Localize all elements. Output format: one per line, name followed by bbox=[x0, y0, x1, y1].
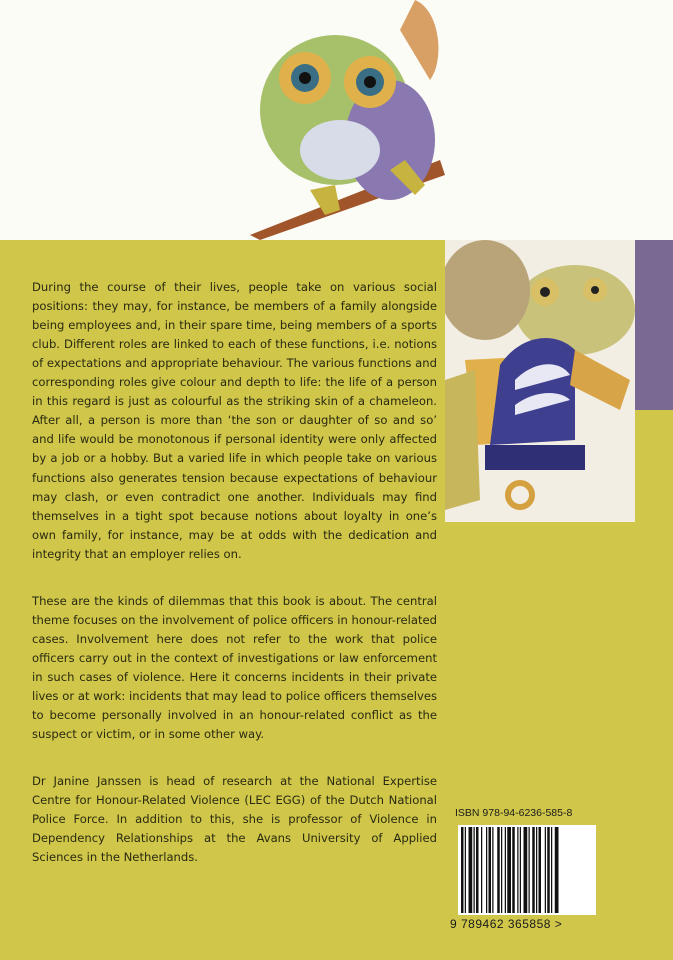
isbn-digits: 9 789462 365858 > bbox=[450, 917, 563, 931]
purple-accent-bar bbox=[635, 240, 673, 410]
description-paragraph-1: During the course of their lives, people take on various social positions: they may, for instance, be members of a family alongside being employees and, in their spare time, being members of a sports club. Different roles are linked to each of these functions, i.e. notions of expectations and appropriate behaviour. The various functions and corresponding roles give colour and depth to life: the life of a person in this regard is just as colourful as the striking skin of a chameleon. After all, a person is more than ‘the son or daughter of so and so’ and life would be monotonous if personal identity were only affected by a job or a hobby. But a varied life in which people take on various functions also generates tension because expectations of behaviour may clash, or even contradict one another. Individuals may find themselves in a tight spot because notions about loyalty in one’s own family, for instance, may be at odds with the dedication and integrity that an employer relies on. bbox=[32, 279, 437, 561]
chameleon-police-illustration bbox=[445, 240, 635, 522]
isbn-barcode bbox=[458, 825, 596, 915]
chameleon-illustration-top bbox=[240, 0, 445, 240]
isbn-label: ISBN 978-94-6236-585-8 bbox=[455, 807, 573, 819]
author-bio-paragraph: Dr Janine Janssen is head of research at the National Expertise Centre for Honour-Related Violence (LEC EGG) of the Dutch National Police Force. In addition to this, she is professor of Violence in Dependency Relationships at the Avans University of Applied Sciences in the Netherlands. bbox=[32, 773, 437, 864]
description-paragraph-2: These are the kinds of dilemmas that this book is about. The central theme focuses on the involvement of police officers in honour-related cases. Involvement here does not refer to the work that police officers carry out in the context of investigations or law enforcement in such cases of violence. Here it concerns incidents in their private lives or at work: incidents that may lead to police officers themselves to become personally involved in an honour-related conflict as the suspect or victim, or in some other way. bbox=[32, 593, 437, 742]
